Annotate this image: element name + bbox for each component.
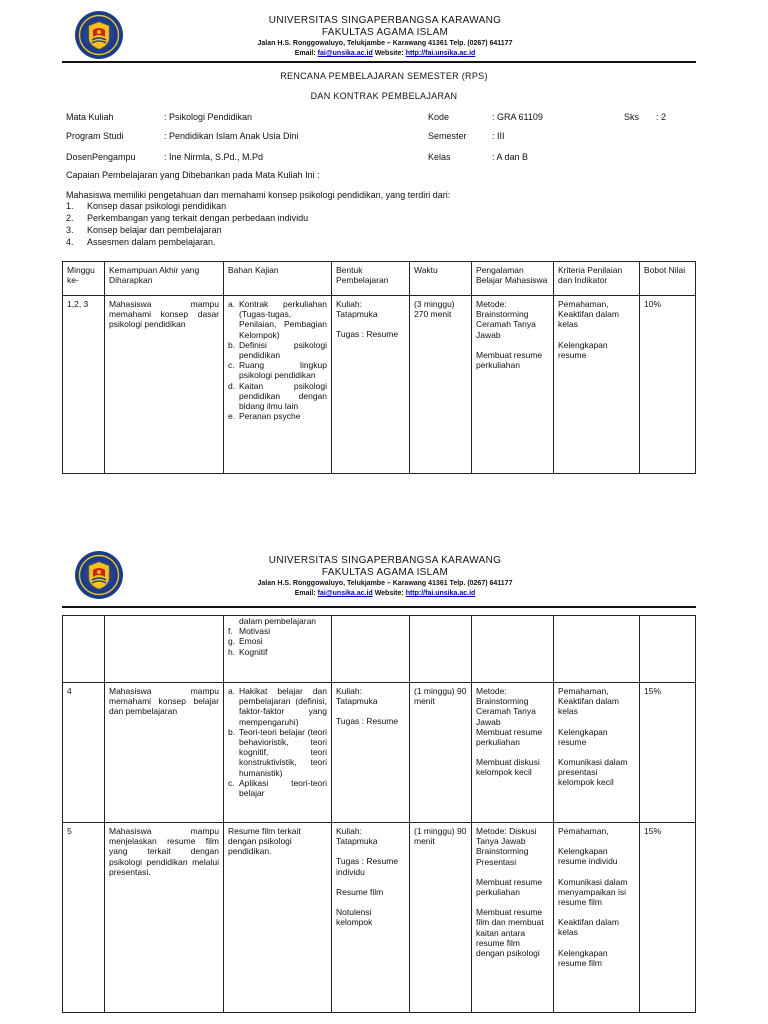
pengalaman-cell: Metode: Brainstorming Ceramah Tanya Jawab Membuat resume perkuliahan Membuat diskusi kelompok kecil (472, 683, 554, 823)
contact-line (150, 50, 620, 57)
website-link[interactable]: http://fai.unsika.ac.id (405, 50, 476, 57)
header-divider (62, 606, 696, 608)
bobot-cell: 10% (640, 296, 696, 474)
document-title: RENCANA PEMBELAJARAN SEMESTER (RPS) (280, 71, 488, 81)
kemampuan-cell: Mahasiswa mampu memahami konsep belajar dan pembelajaran (105, 683, 224, 823)
header-divider (62, 61, 696, 63)
table-header-cell: Waktu (410, 262, 472, 296)
document-page-2 (0, 540, 768, 1024)
university-name: UNIVERSITAS SINGAPERBANGSA KARAWANG (268, 555, 502, 566)
email-link[interactable]: fai@unsika.ac.id (317, 50, 373, 57)
capaian-intro: Mahasiswa memiliki pengetahuan dan memahami konsep psikologi pendidikan, yang terdiri dari: (66, 190, 451, 200)
bahan-cell: a. Kontrak perkuliahan (Tugas-tugas, Penilaian, Pembagian Kelompok) b. Definisi psikologi pendidikan c. Ruang lingkup psikologi pendidikan d. Kaitan psikologi pendidikan dengan bidang ilmu lain e. Peranan psyche (224, 296, 332, 474)
table-row (63, 683, 696, 823)
kemampuan-cell: Mahasiswa mampu menjelaskan resume film yang terkait dengan psikologi pendidikan melalui presentasi. (105, 823, 224, 1013)
program-studi-label: Program Studi (66, 131, 124, 141)
university-logo-icon (74, 10, 124, 60)
program-studi-value: : Pendidikan Islam Anak Usia Dini (164, 131, 299, 141)
kode-value: : GRA 61109 (492, 112, 543, 122)
email-label: Email: (294, 50, 316, 57)
week-cell: 5 (63, 823, 105, 1013)
week-cell: 4 (63, 683, 105, 823)
address: Jalan H.S. Ronggowaluyo, Telukjambe – Karawang 41361 Telp. (0267) 641177 (257, 580, 513, 587)
university-logo-icon (74, 550, 124, 600)
bentuk-cell: Kuliah: Tatapmuka Tugas : Resume (332, 683, 410, 823)
sks-value: : 2 (656, 112, 667, 122)
kriteria-cell: Pemahaman, Keaktifan dalam kelas Kelengkapan resume (554, 296, 640, 474)
university-name: UNIVERSITAS SINGAPERBANGSA KARAWANG (268, 15, 502, 26)
dosen-label: DosenPengampu (66, 152, 136, 162)
table-header-cell: Pengalaman Belajar Mahasiswa (472, 262, 554, 296)
table-header-cell: Bobot Nilai (640, 262, 696, 296)
table-header-cell: Bentuk Pembelajaran (332, 262, 410, 296)
mata-kuliah-label: Mata Kuliah (66, 112, 114, 122)
kriteria-cell: Pemahaman, Keaktifan dalam kelas Kelengkapan resume Komunikasi dalam presentasi kelompok kecil (554, 683, 640, 823)
email-label: Email: (294, 590, 316, 597)
letterhead (0, 10, 768, 56)
kriteria-cell: Pemahaman, Kelengkapan resume individu Komunikasi dalam menyampaikan isi resume film Keaktifan dalam kelas Kelengkapan resume film (554, 823, 640, 1013)
bahan-cell: dalam pembelajaran f. Motivasi g. Emosi h. Kognitif (224, 616, 332, 683)
bahan-cell: Resume film terkait dengan psikologi pendidikan. (224, 823, 332, 1013)
table-row (63, 616, 696, 683)
list-item: 1. Konsep dasar psikologi pendidikan (66, 201, 227, 211)
email-link[interactable]: fai@unsika.ac.id (317, 590, 373, 597)
website-link[interactable]: http://fai.unsika.ac.id (405, 590, 476, 597)
document-page-1 (0, 0, 768, 490)
table-header-cell: Minggu ke- (63, 262, 105, 296)
faculty-name: FAKULTAS AGAMA ISLAM (321, 27, 449, 38)
document-subtitle: DAN KONTRAK PEMBELAJARAN (310, 91, 458, 101)
bobot-cell: 15% (640, 683, 696, 823)
bentuk-cell: Kuliah: Tatapmuka Tugas : Resume individu Resume film Notulensi kelompok (332, 823, 410, 1013)
list-item: 2. Perkembangan yang terkait dengan perbedaan individu (66, 213, 309, 223)
rps-table-continued (62, 615, 696, 1013)
rps-table (62, 261, 696, 474)
bahan-cell: a. Hakikat belajar dan pembelajaran (definisi, faktor-faktor yang mempengaruhi) b. Teori-teori belajar (teori behavioristik, teori kognitif, teori konstruktivistik, teori humanistik) c. Aplikasi teori-teori belajar (224, 683, 332, 823)
pengalaman-cell: Metode: Brainstorming Ceramah Tanya Jawab Membuat resume perkuliahan (472, 296, 554, 474)
table-header-cell: Kemampuan Akhir yang Diharapkan (105, 262, 224, 296)
kemampuan-cell: Mahasiswa mampu memahami konsep dasar psikologi pendidikan (105, 296, 224, 474)
waktu-cell: (1 minggu) 90 menit (410, 823, 472, 1013)
pengalaman-cell: Metode: Diskusi Tanya Jawab Brainstorming Presentasi Membuat resume perkuliahan Membuat resume film dan membuat kaitan antara resume film dengan psikologi (472, 823, 554, 1013)
bobot-cell: 15% (640, 823, 696, 1013)
letterhead (0, 550, 768, 596)
kelas-value: : A dan B (492, 152, 529, 162)
week-cell: 1,2, 3 (63, 296, 105, 474)
list-item: 3. Konsep belajar dan pembelajaran (66, 225, 222, 235)
table-header-cell: Kriteria Penilaian dan Indikator (554, 262, 640, 296)
waktu-cell: (3 minggu) 270 menit (410, 296, 472, 474)
bentuk-cell: Kuliah: Tatapmuka Tugas : Resume (332, 296, 410, 474)
page-gap (0, 490, 768, 540)
kode-label: Kode (428, 112, 450, 122)
capaian-list (66, 200, 308, 248)
capaian-heading: Capaian Pembelajaran yang Dibebankan pada Mata Kuliah Ini : (66, 170, 320, 180)
table-row (63, 823, 696, 1013)
mata-kuliah-value: : Psikologi Pendidikan (164, 112, 253, 122)
kelas-label: Kelas (428, 152, 451, 162)
website-label: Website: (374, 590, 404, 597)
table-header-row (63, 262, 696, 296)
semester-label: Semester (428, 131, 467, 141)
table-header-cell: Bahan Kajian (224, 262, 332, 296)
dosen-value: : Ine Nirmla, S.Pd., M.Pd (164, 152, 264, 162)
waktu-cell: (1 minggu) 90 menit (410, 683, 472, 823)
list-item: 4. Assesmen dalam pembelajaran. (66, 237, 216, 247)
table-row (63, 296, 696, 474)
semester-value: : III (492, 131, 505, 141)
contact-line (150, 590, 620, 597)
address: Jalan H.S. Ronggowaluyo, Telukjambe – Karawang 41361 Telp. (0267) 641177 (257, 40, 513, 47)
sks-label: Sks (624, 112, 640, 122)
faculty-name: FAKULTAS AGAMA ISLAM (321, 567, 449, 578)
website-label: Website: (374, 50, 404, 57)
